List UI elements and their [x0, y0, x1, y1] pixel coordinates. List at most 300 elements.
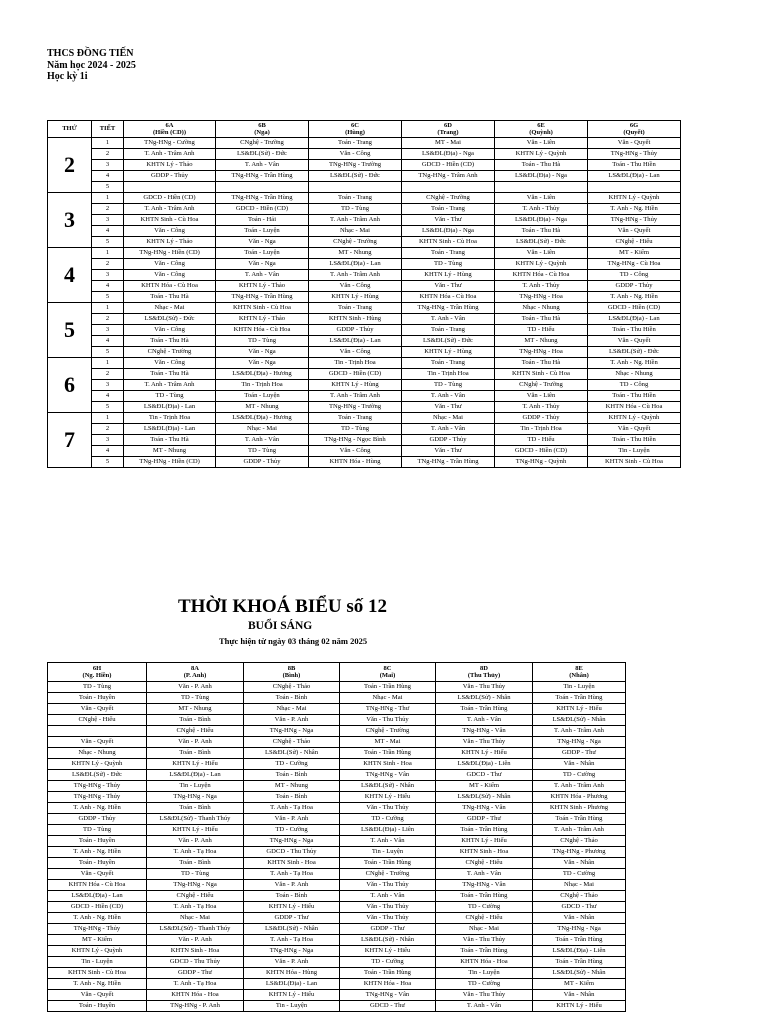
period-cell: 2 — [92, 424, 124, 435]
lesson-cell: TNg-HNg - Vân — [436, 726, 533, 737]
period-cell: 4 — [92, 171, 124, 182]
lesson-cell: TD - Tùng — [147, 869, 244, 880]
lesson-cell: T. Anh - Vân — [216, 160, 309, 171]
lesson-cell: KHTN Sinh - Cù Hoa — [402, 237, 495, 248]
lesson-cell: TNg-HNg - Nga — [533, 737, 626, 748]
lesson-cell: Văn - P. Anh — [244, 957, 340, 968]
lesson-cell: T. Anh - Vân — [340, 891, 436, 902]
class-header — [402, 121, 495, 138]
lesson-cell: Nhạc - Mai — [244, 704, 340, 715]
table-row — [48, 171, 681, 182]
table-row — [48, 990, 626, 1001]
lesson-cell: Văn - Thu Thủy — [436, 737, 533, 748]
period-cell: 1 — [92, 138, 124, 149]
lesson-cell: CNghệ - Hiếu — [147, 891, 244, 902]
lesson-cell: LS&ĐL(Địa) - Lan — [588, 314, 681, 325]
lesson-cell: Toán - Trần Hùng — [436, 825, 533, 836]
lesson-cell: TD - Cường — [533, 869, 626, 880]
lesson-cell: CNghệ - Hiếu — [147, 726, 244, 737]
lesson-cell: TNg-HNg - Vân — [340, 770, 436, 781]
lesson-cell: Toán - Thu Hà — [495, 226, 588, 237]
lesson-cell: GDCD - Hiền (CD) — [495, 446, 588, 457]
lesson-cell: Toán - Trần Hùng — [436, 946, 533, 957]
lesson-cell: LS&ĐL(Địa) - Lan — [124, 424, 216, 435]
homeroom-teacher: (Nhân) — [569, 672, 589, 679]
table-row — [48, 693, 626, 704]
lesson-cell — [495, 182, 588, 193]
table-row — [48, 748, 626, 759]
class-name: 6A — [165, 121, 174, 129]
lesson-cell: T. Anh - Trâm Anh — [309, 270, 402, 281]
lesson-cell: Nhạc - Mai — [309, 226, 402, 237]
lesson-cell: TD - Cường — [436, 902, 533, 913]
lesson-cell: Văn - Thu Thủy — [340, 803, 436, 814]
lesson-cell: Toán - Bình — [244, 792, 340, 803]
lesson-cell: KHTN Lý - Hùng — [402, 347, 495, 358]
lesson-cell: CNghệ - Trường — [340, 869, 436, 880]
period-cell: 2 — [92, 149, 124, 160]
lesson-cell: TD - Công — [588, 380, 681, 391]
lesson-cell: CNghệ - Hiếu — [436, 913, 533, 924]
lesson-cell: Toán - Trần Hùng — [436, 891, 533, 902]
lesson-cell: TNg-HNg - Trần Hùng — [216, 193, 309, 204]
day-cell: 6 — [48, 358, 92, 413]
lesson-cell: Văn - Nga — [216, 259, 309, 270]
timetable-grade6 — [47, 120, 681, 468]
lesson-cell: KHTN Lý - Quỳnh — [48, 946, 147, 957]
timetable-header-row — [48, 663, 626, 682]
period-cell: 1 — [92, 358, 124, 369]
table-row — [48, 336, 681, 347]
lesson-cell: LS&ĐL(Sử) - Đức — [495, 237, 588, 248]
lesson-cell: KHTN Hóa - Cù Hoa — [124, 281, 216, 292]
period-cell: 4 — [92, 391, 124, 402]
lesson-cell: Toán - Trần Hùng — [533, 957, 626, 968]
table-row — [48, 946, 626, 957]
lesson-cell: GDDP - Thủy — [588, 281, 681, 292]
lesson-cell: LS&ĐL(Sử) - Nhân — [533, 968, 626, 979]
table-row — [48, 715, 626, 726]
lesson-cell: Văn - Công — [124, 325, 216, 336]
lesson-cell: T. Anh - Trâm Anh — [533, 726, 626, 737]
lesson-cell: Văn - Quyết — [48, 704, 147, 715]
lesson-cell: KHTN Hóa - Cù Hoa — [495, 270, 588, 281]
lesson-cell: Văn - Nhân — [533, 759, 626, 770]
lesson-cell: T. Anh - Ng. Hiền — [48, 803, 147, 814]
lesson-cell: MT - Kiểm — [533, 979, 626, 990]
lesson-cell: Toán - Trang — [402, 325, 495, 336]
table-row — [48, 160, 681, 171]
lesson-cell: MT - Nhung — [309, 248, 402, 259]
lesson-cell: LS&ĐL(Sử) - Đức — [309, 171, 402, 182]
lesson-cell: KHTN Lý - Quỳnh — [588, 193, 681, 204]
class-header — [533, 663, 626, 682]
lesson-cell: Toán - Trần Hùng — [533, 935, 626, 946]
lesson-cell: Toán - Thu Hà — [124, 336, 216, 347]
lesson-cell — [124, 182, 216, 193]
class-name: 6H — [92, 664, 102, 672]
day-cell: 7 — [48, 413, 92, 468]
lesson-cell: TD - Tùng — [216, 446, 309, 457]
table-row — [48, 270, 681, 281]
period-cell: 1 — [92, 303, 124, 314]
lesson-cell: Văn - Nga — [216, 237, 309, 248]
lesson-cell: KHTN Lý - Hiếu — [436, 836, 533, 847]
table-row — [48, 138, 681, 149]
lesson-cell: TD - Tùng — [216, 336, 309, 347]
lesson-cell: KHTN Lý - Hiếu — [147, 759, 244, 770]
lesson-cell: Nhạc - Mai — [340, 693, 436, 704]
lesson-cell: Nhạc - Mai — [402, 413, 495, 424]
lesson-cell: Văn - Quyết — [588, 226, 681, 237]
lesson-cell: Văn - P. Anh — [244, 814, 340, 825]
table-row — [48, 457, 681, 468]
lesson-cell: Toán - Trần Hùng — [340, 968, 436, 979]
lesson-cell: TD - Cường — [436, 979, 533, 990]
lesson-cell: CNghệ - Hiếu — [436, 858, 533, 869]
lesson-cell: Văn - P. Anh — [147, 737, 244, 748]
period-cell: 2 — [92, 259, 124, 270]
lesson-cell: Toán - Bình — [147, 748, 244, 759]
table-row — [48, 803, 626, 814]
lesson-cell: Toán - Trần Hùng — [533, 814, 626, 825]
lesson-cell: KHTN Hóa - Hoa — [340, 979, 436, 990]
lesson-cell: KHTN Sinh - Cù Hoa — [588, 457, 681, 468]
lesson-cell: Tin - Luyện — [436, 968, 533, 979]
table-row — [48, 968, 626, 979]
lesson-cell: Toán - Trang — [402, 204, 495, 215]
table-row — [48, 193, 681, 204]
lesson-cell: Văn - Công — [124, 358, 216, 369]
period-cell: 3 — [92, 380, 124, 391]
lesson-cell: LS&ĐL(Sử) - Đức — [216, 149, 309, 160]
lesson-cell: LS&ĐL(Địa) - Lan — [309, 336, 402, 347]
lesson-cell: GDCD - Thu Thủy — [147, 957, 244, 968]
lesson-cell: TNg-HNg - Vân — [340, 990, 436, 1001]
lesson-cell: Văn - Thu Thủy — [436, 682, 533, 693]
lesson-cell: LS&ĐL(Địa) - Lan — [48, 891, 147, 902]
table-row — [48, 979, 626, 990]
lesson-cell: LS&ĐL(Địa) - Lan — [244, 979, 340, 990]
lesson-cell: TNg-HNg - Trường — [309, 402, 402, 413]
lesson-cell: GDCD - Hiền (CD) — [588, 303, 681, 314]
table-row — [48, 402, 681, 413]
lesson-cell: Văn - P. Anh — [244, 880, 340, 891]
lesson-cell: TNg-HNg - Vân — [436, 803, 533, 814]
lesson-cell: CNghệ - Trường — [495, 380, 588, 391]
class-name: 6G — [629, 121, 639, 129]
lesson-cell: T. Anh - Vân — [216, 270, 309, 281]
day-column-header: THỨ — [48, 121, 92, 138]
lesson-cell: TD - Hiếu — [495, 325, 588, 336]
lesson-cell: MT - Nhung — [216, 402, 309, 413]
table-row — [48, 446, 681, 457]
lesson-cell: KHTN Sinh - Cù Hoa — [48, 968, 147, 979]
class-header — [147, 663, 244, 682]
lesson-cell: LS&ĐL(Địa) - Nga — [495, 171, 588, 182]
period-cell: 5 — [92, 457, 124, 468]
table-row — [48, 825, 626, 836]
table-row — [48, 303, 681, 314]
lesson-cell: MT - Mai — [340, 737, 436, 748]
lesson-cell: LS&ĐL(Sử) - Đức — [124, 314, 216, 325]
lesson-cell: KHTN Lý - Quỳnh — [495, 149, 588, 160]
period-cell: 2 — [92, 369, 124, 380]
lesson-cell: Văn - Công — [309, 281, 402, 292]
lesson-cell: T. Anh - Trâm Anh — [309, 391, 402, 402]
lesson-cell: Văn - P. Anh — [147, 935, 244, 946]
lesson-cell: TNg-HNg - Hiền (CD) — [124, 248, 216, 259]
lesson-cell: Văn - P. Anh — [244, 715, 340, 726]
lesson-cell: Toán - Thu Hiền — [588, 160, 681, 171]
lesson-cell: KHTN Hóa - Cù Hoa — [588, 402, 681, 413]
lesson-cell: Văn - P. Anh — [147, 682, 244, 693]
lesson-cell: Toán - Thu Hà — [124, 369, 216, 380]
lesson-cell: Văn - Thu Thủy — [436, 990, 533, 1001]
table-row — [48, 314, 681, 325]
lesson-cell: T. Anh - Vân — [402, 424, 495, 435]
lesson-cell: KHTN Sinh - Hoa — [147, 946, 244, 957]
lesson-cell: TD - Cường — [244, 825, 340, 836]
lesson-cell: KHTN Lý - Hiếu — [436, 748, 533, 759]
class-header — [124, 121, 216, 138]
lesson-cell: TD - Tùng — [48, 682, 147, 693]
lesson-cell: KHTN Sinh - Hoa — [340, 759, 436, 770]
lesson-cell: Toán - Bình — [147, 858, 244, 869]
lesson-cell: LS&ĐL(Địa) - Liên — [436, 759, 533, 770]
class-name: 8E — [575, 664, 583, 672]
lesson-cell: CNghệ - Trường — [340, 726, 436, 737]
table-row — [48, 259, 681, 270]
table-row — [48, 226, 681, 237]
lesson-cell: MT - Kiểm — [48, 935, 147, 946]
lesson-cell: Văn - Quyết — [48, 990, 147, 1001]
period-cell: 5 — [92, 292, 124, 303]
lesson-cell: CNghệ - Trường — [216, 138, 309, 149]
lesson-cell: GDDP - Thủy — [124, 171, 216, 182]
table-row — [48, 880, 626, 891]
homeroom-teacher: (Quyết) — [623, 129, 645, 136]
table-row — [48, 924, 626, 935]
lesson-cell: T. Anh - Tạ Hoa — [244, 803, 340, 814]
lesson-cell: TNg-HNg - P. Anh — [147, 1001, 244, 1012]
lesson-cell: MT - Nhung — [124, 446, 216, 457]
lesson-cell: Nhạc - Nhung — [588, 369, 681, 380]
lesson-cell: Nhạc - Mai — [436, 924, 533, 935]
day-cell: 4 — [48, 248, 92, 303]
timetable-title: THỜI KHOÁ BIỂU số 12 — [178, 596, 388, 617]
lesson-cell: LS&ĐL(Địa) - Lan — [147, 770, 244, 781]
session-label: BUỔI SÁNG — [248, 620, 313, 632]
table-row — [48, 869, 626, 880]
lesson-cell: Toán - Huyền — [48, 693, 147, 704]
lesson-cell: Toán - Bình — [147, 715, 244, 726]
lesson-cell: Văn - Công — [124, 270, 216, 281]
lesson-cell: GDCD - Hiền (CD) — [402, 160, 495, 171]
lesson-cell: Tin - Trịnh Hoa — [495, 424, 588, 435]
lesson-cell: GDCD - Thư — [436, 770, 533, 781]
lesson-cell: KHTN Hóa - Hùng — [309, 457, 402, 468]
period-cell: 4 — [92, 226, 124, 237]
lesson-cell: TNg-HNg - Thư — [340, 704, 436, 715]
lesson-cell: T. Anh - Ng. Hiền — [588, 358, 681, 369]
lesson-cell: Toán - Huyền — [48, 1001, 147, 1012]
lesson-cell: Toán - Luyện — [216, 391, 309, 402]
lesson-cell: Văn - Thu Thủy — [340, 913, 436, 924]
lesson-cell: GDDP - Thủy — [495, 413, 588, 424]
lesson-cell — [48, 726, 147, 737]
lesson-cell: KHTN Lý - Thảo — [216, 281, 309, 292]
table-row — [48, 935, 626, 946]
lesson-cell: CNghệ - Trường — [402, 193, 495, 204]
class-header — [588, 121, 681, 138]
lesson-cell: TD - Công — [588, 270, 681, 281]
lesson-cell: CNghệ - Hiếu — [48, 715, 147, 726]
table-row — [48, 902, 626, 913]
lesson-cell: MT - Nhung — [244, 781, 340, 792]
lesson-cell: Nhạc - Mai — [533, 880, 626, 891]
lesson-cell: Văn - Liên — [495, 138, 588, 149]
lesson-cell: Toán - Trang — [402, 358, 495, 369]
lesson-cell: Văn - Nhân — [533, 913, 626, 924]
lesson-cell: Văn - Thư — [402, 281, 495, 292]
lesson-cell: KHTN Lý - Hùng — [402, 270, 495, 281]
lesson-cell: Toán - Bình — [244, 693, 340, 704]
lesson-cell: T. Anh - Trâm Anh — [533, 781, 626, 792]
lesson-cell: KHTN Hóa - Phương — [533, 792, 626, 803]
lesson-cell: Tin - Luyện — [533, 682, 626, 693]
lesson-cell: MT - Nhung — [147, 704, 244, 715]
lesson-cell: Văn - Liên — [495, 391, 588, 402]
lesson-cell: TNg-HNg - Nga — [244, 726, 340, 737]
lesson-cell: Văn - Quyết — [48, 869, 147, 880]
table-row — [48, 292, 681, 303]
lesson-cell: Văn - Công — [309, 347, 402, 358]
table-row — [48, 957, 626, 968]
lesson-cell: TNg-HNg - Trần Hùng — [402, 457, 495, 468]
lesson-cell: LS&ĐL(Sử) - Thanh Thúy — [147, 924, 244, 935]
lesson-cell: LS&ĐL(Sử) - Đức — [402, 336, 495, 347]
lesson-cell: Văn - Nga — [216, 358, 309, 369]
lesson-cell: Toán - Thu Hiền — [588, 435, 681, 446]
lesson-cell: KHTN Hóa - Cù Hoa — [216, 325, 309, 336]
class-header — [216, 121, 309, 138]
lesson-cell: Tin - Trịnh Hoa — [216, 380, 309, 391]
lesson-cell: TNg-HNg - Nga — [244, 946, 340, 957]
lesson-cell: GDDP - Thủy — [216, 457, 309, 468]
lesson-cell: Toán - Thu Hiền — [588, 391, 681, 402]
lesson-cell: T. Anh - Vân — [436, 715, 533, 726]
lesson-cell: KHTN Sinh - Hoa — [436, 847, 533, 858]
period-cell: 3 — [92, 435, 124, 446]
lesson-cell: T. Anh - Vân — [402, 391, 495, 402]
lesson-cell: GDCD - Hiền (CD) — [309, 369, 402, 380]
lesson-cell: CNghệ - Trường — [124, 347, 216, 358]
lesson-cell: TNg-HNg - Trần Hùng — [216, 171, 309, 182]
period-cell: 1 — [92, 248, 124, 259]
lesson-cell: T. Anh - Ng. Hiền — [48, 847, 147, 858]
lesson-cell: Toán - Thu Hà — [124, 292, 216, 303]
table-row — [48, 913, 626, 924]
homeroom-teacher: (Hiền (CD)) — [152, 129, 187, 136]
lesson-cell: LS&ĐL(Địa) - Hương — [216, 413, 309, 424]
lesson-cell: Toán - Trang — [309, 138, 402, 149]
lesson-cell: TD - Cường — [340, 814, 436, 825]
lesson-cell: Toán - Bình — [244, 891, 340, 902]
lesson-cell: T. Anh - Trâm Anh — [533, 825, 626, 836]
lesson-cell: TD - Tùng — [124, 391, 216, 402]
table-row — [48, 737, 626, 748]
table-row — [48, 770, 626, 781]
lesson-cell: T. Anh - Trâm Anh — [124, 380, 216, 391]
table-row — [48, 847, 626, 858]
lesson-cell: Văn - Liên — [495, 193, 588, 204]
lesson-cell: LS&ĐL(Địa) - Nga — [402, 149, 495, 160]
lesson-cell: TNg-HNg - Nga — [147, 880, 244, 891]
effective-date: Thực hiện từ ngày 03 tháng 02 năm 2025 — [219, 636, 368, 646]
lesson-cell: TD - Tùng — [309, 204, 402, 215]
lesson-cell: Toán - Thu Hà — [495, 314, 588, 325]
lesson-cell: Toán - Huyền — [48, 836, 147, 847]
lesson-cell: Toán - Hải — [216, 215, 309, 226]
lesson-cell: Toán - Trang — [309, 193, 402, 204]
lesson-cell: KHTN Hóa - Cù Hoa — [402, 292, 495, 303]
lesson-cell: T. Anh - Vân — [216, 435, 309, 446]
lesson-cell: TD - Cường — [340, 957, 436, 968]
table-row — [48, 281, 681, 292]
lesson-cell: LS&ĐL(Sử) - Nhân — [533, 715, 626, 726]
table-row — [48, 682, 626, 693]
lesson-cell: LS&ĐL(Địa) - Lan — [124, 402, 216, 413]
period-cell: 4 — [92, 446, 124, 457]
lesson-cell: LS&ĐL(Sử) - Nhân — [436, 792, 533, 803]
period-cell: 5 — [92, 402, 124, 413]
lesson-cell: TNg-HNg - Trâm Anh — [402, 171, 495, 182]
lesson-cell: Toán - Trang — [402, 248, 495, 259]
lesson-cell: T. Anh - Ng. Hiền — [588, 292, 681, 303]
lesson-cell: TNg-HNg - Thủy — [588, 215, 681, 226]
lesson-cell: TD - Tùng — [309, 424, 402, 435]
lesson-cell: MT - Kiểm — [436, 781, 533, 792]
lesson-cell: Văn - Công — [309, 149, 402, 160]
table-row — [48, 391, 681, 402]
lesson-cell: T. Anh - Tạ Hoa — [147, 902, 244, 913]
class-name: 6B — [258, 121, 266, 129]
lesson-cell: T. Anh - Tạ Hoa — [147, 979, 244, 990]
lesson-cell: Toán - Huyền — [48, 858, 147, 869]
table-row — [48, 858, 626, 869]
lesson-cell: KHTN Lý - Hiếu — [147, 825, 244, 836]
table-row — [48, 814, 626, 825]
class-name: 8B — [287, 664, 296, 672]
lesson-cell: TNg-HNg - Trần Hùng — [402, 303, 495, 314]
lesson-cell: LS&ĐL(Sử) - Nhân — [436, 693, 533, 704]
lesson-cell: T. Anh - Ng. Hiền — [588, 204, 681, 215]
lesson-cell: LS&ĐL(Địa) - Lan — [309, 259, 402, 270]
lesson-cell: MT - Nhung — [495, 336, 588, 347]
table-row — [48, 704, 626, 715]
lesson-cell: KHTN Lý - Hiếu — [533, 704, 626, 715]
lesson-cell: Toán - Thu Hà — [124, 435, 216, 446]
homeroom-teacher: (Bình) — [282, 672, 301, 679]
homeroom-teacher: (Quỳnh) — [529, 129, 553, 136]
lesson-cell: GDCD - Hiền (CD) — [124, 193, 216, 204]
lesson-cell: KHTN Lý - Thảo — [124, 237, 216, 248]
period-cell: 1 — [92, 193, 124, 204]
lesson-cell: T. Anh - Ng. Hiền — [48, 979, 147, 990]
lesson-cell: Văn - Liên — [495, 248, 588, 259]
class-name: 6D — [444, 121, 452, 129]
